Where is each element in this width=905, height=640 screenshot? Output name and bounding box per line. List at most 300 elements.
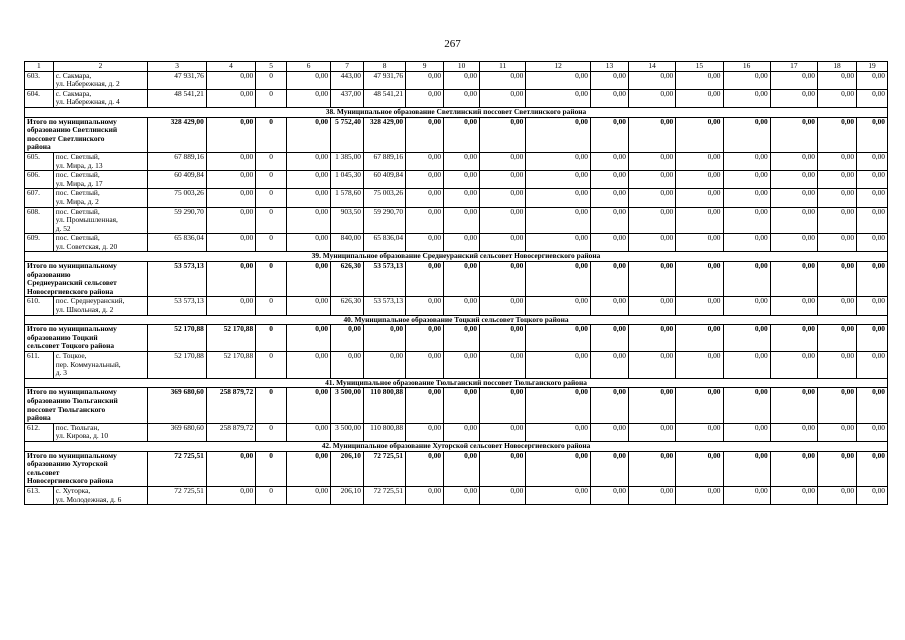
address-cell-line: пос. Светлый, <box>55 188 100 198</box>
total-label-line: Итого по муниципальному <box>27 451 117 460</box>
value-cell: 1 385,00 <box>331 152 364 170</box>
total-row <box>25 262 888 297</box>
address-cell-line: пос. Светлый, <box>55 170 100 180</box>
total-row <box>25 325 888 352</box>
value-cell: 0,00 <box>591 89 629 107</box>
value-cell: 0,00 <box>857 262 888 297</box>
value-cell: 0,00 <box>406 388 444 423</box>
value-cell: 0,00 <box>206 451 255 486</box>
value-cell: 0,00 <box>406 171 444 189</box>
value-cell: 0,00 <box>480 207 526 234</box>
value-cell: 258 879,72 <box>206 423 255 441</box>
column-header: 15 <box>676 62 723 72</box>
value-cell: 0 <box>256 117 287 152</box>
value-cell: 369 680,60 <box>148 423 207 441</box>
value-cell: 0,00 <box>526 171 591 189</box>
value-cell: 0,00 <box>629 189 676 207</box>
total-label <box>25 262 148 297</box>
total-label-line: образованию Светлинский <box>27 125 118 135</box>
value-cell: 0,00 <box>444 152 480 170</box>
value-cell: 0,00 <box>206 152 255 170</box>
value-cell: 48 541,21 <box>148 89 207 107</box>
value-cell: 0,00 <box>480 234 526 252</box>
address-cell-line: пос. Светлый, <box>55 233 100 243</box>
value-cell: 0,00 <box>480 388 526 423</box>
value-cell: 0,00 <box>629 89 676 107</box>
value-cell: 0,00 <box>857 171 888 189</box>
value-cell: 0,00 <box>480 262 526 297</box>
value-cell: 0,00 <box>406 207 444 234</box>
value-cell: 0,00 <box>857 234 888 252</box>
table-row <box>25 423 888 441</box>
value-cell: 626,30 <box>331 297 364 315</box>
column-header: 9 <box>406 62 444 72</box>
value-cell: 0 <box>256 388 287 423</box>
value-cell: 0,00 <box>406 262 444 297</box>
value-cell: 0,00 <box>629 297 676 315</box>
value-cell: 3 500,00 <box>331 423 364 441</box>
value-cell: 0,00 <box>818 388 857 423</box>
address-cell-line: ул. Набережная, д. 2 <box>55 79 120 89</box>
value-cell: 0,00 <box>770 189 817 207</box>
value-cell: 0,00 <box>480 325 526 352</box>
value-cell: 0,00 <box>206 89 255 107</box>
value-cell: 0,00 <box>480 152 526 170</box>
value-cell: 0,00 <box>444 486 480 504</box>
column-header: 13 <box>591 62 629 72</box>
value-cell: 53 573,13 <box>148 262 207 297</box>
total-label-line: сельсовет <box>27 467 60 477</box>
value-cell: 0 <box>256 234 287 252</box>
page-number: 267 <box>444 38 461 50</box>
value-cell: 0,00 <box>818 117 857 152</box>
value-cell: 0,00 <box>286 152 330 170</box>
value-cell: 0,00 <box>406 297 444 315</box>
value-cell: 0,00 <box>206 189 255 207</box>
row-number: 605. <box>25 152 54 170</box>
value-cell: 0,00 <box>770 297 817 315</box>
value-cell: 0,00 <box>818 486 857 504</box>
total-label-line: образованию Тюльганский <box>27 395 118 405</box>
address-cell <box>53 71 148 89</box>
total-label <box>25 117 148 152</box>
value-cell: 0,00 <box>629 352 676 379</box>
value-cell: 0,00 <box>444 451 480 486</box>
value-cell: 437,00 <box>331 89 364 107</box>
column-header: 12 <box>526 62 591 72</box>
value-cell: 53 573,13 <box>148 297 207 315</box>
value-cell: 0,00 <box>770 352 817 379</box>
value-cell: 0,00 <box>591 207 629 234</box>
value-cell: 0,00 <box>591 189 629 207</box>
section-header-row <box>25 315 888 325</box>
value-cell: 0,00 <box>857 325 888 352</box>
total-label-line: образованию Тоцкий <box>27 332 98 342</box>
value-cell: 0,00 <box>770 423 817 441</box>
column-header: 8 <box>364 62 406 72</box>
value-cell: 0,00 <box>206 71 255 89</box>
value-cell: 0,00 <box>480 189 526 207</box>
value-cell: 52 170,88 <box>206 325 255 352</box>
value-cell: 0,00 <box>818 451 857 486</box>
value-cell: 0,00 <box>723 152 770 170</box>
row-number: 606. <box>25 171 54 189</box>
value-cell: 0,00 <box>591 486 629 504</box>
column-header: 16 <box>723 62 770 72</box>
value-cell: 0 <box>256 325 287 352</box>
value-cell: 0,00 <box>629 262 676 297</box>
value-cell: 0,00 <box>591 352 629 379</box>
total-row <box>25 117 888 152</box>
value-cell: 0,00 <box>444 352 480 379</box>
value-cell: 72 725,51 <box>364 486 406 504</box>
value-cell: 0,00 <box>629 325 676 352</box>
value-cell: 0 <box>256 297 287 315</box>
value-cell: 0,00 <box>857 451 888 486</box>
value-cell: 0,00 <box>526 71 591 89</box>
table-row <box>25 189 888 207</box>
address-cell <box>53 152 148 170</box>
address-cell <box>53 486 148 504</box>
value-cell: 0,00 <box>723 234 770 252</box>
column-header: 7 <box>331 62 364 72</box>
value-cell: 0,00 <box>206 207 255 234</box>
value-cell: 0,00 <box>444 388 480 423</box>
value-cell: 0,00 <box>444 262 480 297</box>
value-cell: 369 680,60 <box>148 388 207 423</box>
value-cell: 206,10 <box>331 486 364 504</box>
value-cell: 626,30 <box>331 262 364 297</box>
value-cell: 0,00 <box>480 117 526 152</box>
total-label-line: Итого по муниципальному <box>27 261 117 271</box>
value-cell: 0,00 <box>857 117 888 152</box>
value-cell: 443,00 <box>331 71 364 89</box>
value-cell: 0,00 <box>480 451 526 486</box>
value-cell: 67 889,16 <box>148 152 207 170</box>
address-cell-line: ул. Промышленная, <box>55 215 118 225</box>
value-cell: 0,00 <box>818 325 857 352</box>
value-cell: 0,00 <box>526 89 591 107</box>
value-cell: 0,00 <box>480 89 526 107</box>
value-cell: 0,00 <box>480 171 526 189</box>
value-cell: 0 <box>256 171 287 189</box>
value-cell: 75 003,26 <box>364 189 406 207</box>
value-cell: 0,00 <box>629 152 676 170</box>
value-cell: 0,00 <box>629 171 676 189</box>
value-cell: 0 <box>256 207 287 234</box>
value-cell: 0,00 <box>444 89 480 107</box>
value-cell: 0,00 <box>857 352 888 379</box>
value-cell: 903,50 <box>331 207 364 234</box>
value-cell: 0 <box>256 423 287 441</box>
total-label <box>25 325 148 352</box>
value-cell: 0,00 <box>629 451 676 486</box>
value-cell: 0,00 <box>770 451 817 486</box>
value-cell: 0,00 <box>526 297 591 315</box>
value-cell: 65 836,04 <box>148 234 207 252</box>
address-cell <box>53 234 148 252</box>
value-cell: 0,00 <box>723 423 770 441</box>
address-cell-line: пос. Среднеуранский, <box>55 296 125 306</box>
value-cell: 52 170,88 <box>148 325 207 352</box>
value-cell: 0,00 <box>770 388 817 423</box>
address-cell-line: ул. Мира, д. 2 <box>55 196 99 206</box>
value-cell: 0,00 <box>406 71 444 89</box>
value-cell: 0,00 <box>444 325 480 352</box>
address-cell <box>53 297 148 315</box>
value-cell: 0,00 <box>591 152 629 170</box>
address-cell-line: пос. Тюльган, <box>55 423 100 432</box>
address-cell-line: пос. Светлый, <box>55 207 100 216</box>
value-cell: 0,00 <box>286 297 330 315</box>
value-cell: 0,00 <box>286 71 330 89</box>
row-number: 607. <box>25 189 54 207</box>
value-cell: 0,00 <box>770 486 817 504</box>
value-cell: 328 429,00 <box>364 117 406 152</box>
value-cell: 0,00 <box>286 234 330 252</box>
row-number: 603. <box>25 71 54 89</box>
value-cell: 0,00 <box>444 71 480 89</box>
total-label-line: образованию Хуторской <box>27 459 108 469</box>
address-cell-line: пос. Светлый, <box>55 152 100 161</box>
value-cell: 0,00 <box>526 234 591 252</box>
value-cell: 0,00 <box>406 152 444 170</box>
value-cell: 0,00 <box>857 207 888 234</box>
total-label-line: Итого по муниципальному <box>27 117 117 126</box>
value-cell: 0,00 <box>857 71 888 89</box>
value-cell: 0,00 <box>406 423 444 441</box>
value-cell: 0,00 <box>286 388 330 423</box>
value-cell: 0,00 <box>770 325 817 352</box>
value-cell: 0 <box>256 262 287 297</box>
value-cell: 0,00 <box>818 171 857 189</box>
table-row <box>25 352 888 379</box>
value-cell: 0,00 <box>676 388 723 423</box>
value-cell: 0,00 <box>629 388 676 423</box>
value-cell: 0,00 <box>818 297 857 315</box>
address-cell-line: ул. Набережная, д. 4 <box>55 97 120 107</box>
total-label-line: Среднеуранский сельсовет <box>27 278 117 288</box>
value-cell: 67 889,16 <box>364 152 406 170</box>
value-cell: 0,00 <box>591 451 629 486</box>
total-label-line: Итого по муниципальному <box>27 324 117 334</box>
total-label-line: сельсовет Тоцкого района <box>27 341 115 351</box>
value-cell: 0,00 <box>286 262 330 297</box>
value-cell: 0,00 <box>206 297 255 315</box>
value-cell: 72 725,51 <box>148 486 207 504</box>
value-cell: 0,00 <box>629 234 676 252</box>
value-cell: 0,00 <box>444 171 480 189</box>
value-cell: 0,00 <box>676 234 723 252</box>
value-cell: 0,00 <box>591 388 629 423</box>
value-cell: 0,00 <box>480 423 526 441</box>
column-header: 11 <box>480 62 526 72</box>
value-cell: 0,00 <box>676 89 723 107</box>
address-cell-line: д. 52 <box>55 223 71 233</box>
column-header: 19 <box>857 62 888 72</box>
table-row <box>25 234 888 252</box>
value-cell: 0,00 <box>406 89 444 107</box>
value-cell: 0 <box>256 189 287 207</box>
value-cell: 0,00 <box>206 262 255 297</box>
value-cell: 0,00 <box>723 325 770 352</box>
total-label-line: Итого по муниципальному <box>27 387 117 397</box>
value-cell: 0,00 <box>444 423 480 441</box>
value-cell: 0,00 <box>364 352 406 379</box>
value-cell: 0,00 <box>526 262 591 297</box>
value-cell: 0,00 <box>526 207 591 234</box>
section-header-row <box>25 252 888 262</box>
address-cell-line: ул. Советская, д. 20 <box>55 241 118 251</box>
register-table <box>24 61 888 505</box>
value-cell: 0,00 <box>286 486 330 504</box>
section-title: 40. Муниципальное образование Тоцкий сельсовет Тоцкого района <box>25 315 888 325</box>
value-cell: 0,00 <box>676 207 723 234</box>
column-header: 6 <box>286 62 330 72</box>
value-cell: 75 003,26 <box>148 189 207 207</box>
value-cell: 0,00 <box>723 71 770 89</box>
value-cell: 0,00 <box>818 207 857 234</box>
value-cell: 59 290,70 <box>148 207 207 234</box>
row-number: 610. <box>25 297 54 315</box>
value-cell: 53 573,13 <box>364 297 406 315</box>
value-cell: 0,00 <box>480 71 526 89</box>
address-cell <box>53 171 148 189</box>
value-cell: 0 <box>256 352 287 379</box>
value-cell: 0,00 <box>206 171 255 189</box>
total-label-line: поссовет Светлинского <box>27 133 105 143</box>
value-cell: 0,00 <box>444 234 480 252</box>
value-cell: 206,10 <box>331 451 364 486</box>
value-cell: 0,00 <box>676 423 723 441</box>
value-cell: 47 931,76 <box>364 71 406 89</box>
value-cell: 52 170,88 <box>206 352 255 379</box>
value-cell: 0,00 <box>591 117 629 152</box>
value-cell: 1 045,30 <box>331 171 364 189</box>
address-cell <box>53 189 148 207</box>
address-cell <box>53 89 148 107</box>
total-label-line: Новосергиевского района <box>27 476 114 486</box>
value-cell: 0,00 <box>629 486 676 504</box>
value-cell: 0 <box>256 152 287 170</box>
value-cell: 0,00 <box>723 207 770 234</box>
value-cell: 0,00 <box>526 352 591 379</box>
value-cell: 0,00 <box>676 325 723 352</box>
value-cell: 0,00 <box>770 234 817 252</box>
value-cell: 0,00 <box>818 234 857 252</box>
value-cell: 0,00 <box>770 207 817 234</box>
value-cell: 0,00 <box>286 325 330 352</box>
value-cell: 0,00 <box>591 262 629 297</box>
value-cell: 0,00 <box>629 71 676 89</box>
value-cell: 72 725,51 <box>148 451 207 486</box>
value-cell: 0,00 <box>818 152 857 170</box>
section-title: 41. Муниципальное образование Тюльганский поссовет Тюльганского района <box>25 378 888 388</box>
table-row <box>25 89 888 107</box>
value-cell: 0,00 <box>286 89 330 107</box>
value-cell: 0,00 <box>818 423 857 441</box>
value-cell: 0,00 <box>480 352 526 379</box>
value-cell: 0,00 <box>331 352 364 379</box>
value-cell: 0,00 <box>526 451 591 486</box>
value-cell: 0,00 <box>818 262 857 297</box>
value-cell: 48 541,21 <box>364 89 406 107</box>
table-row <box>25 171 888 189</box>
value-cell: 0,00 <box>676 117 723 152</box>
total-label <box>25 451 148 486</box>
value-cell: 0,00 <box>723 189 770 207</box>
value-cell: 0 <box>256 486 287 504</box>
total-row <box>25 388 888 423</box>
row-number: 604. <box>25 89 54 107</box>
section-title: 38. Муниципальное образование Светлинский поссовет Светлинского района <box>25 107 888 117</box>
value-cell: 0,00 <box>480 297 526 315</box>
address-cell-line: ул. Мира, д. 13 <box>55 160 103 170</box>
table-body <box>25 62 888 505</box>
value-cell: 0,00 <box>286 423 330 441</box>
column-header: 2 <box>53 62 148 72</box>
value-cell: 0,00 <box>770 71 817 89</box>
value-cell: 0,00 <box>526 117 591 152</box>
value-cell: 258 879,72 <box>206 388 255 423</box>
value-cell: 0,00 <box>286 352 330 379</box>
value-cell: 0,00 <box>676 152 723 170</box>
value-cell: 0,00 <box>629 117 676 152</box>
value-cell: 60 409,84 <box>148 171 207 189</box>
column-header: 3 <box>148 62 207 72</box>
address-cell-line: с. Сакмара, <box>55 89 92 98</box>
column-header: 18 <box>818 62 857 72</box>
value-cell: 0,00 <box>770 152 817 170</box>
value-cell: 0,00 <box>286 171 330 189</box>
value-cell: 0,00 <box>857 297 888 315</box>
value-cell: 110 800,88 <box>364 388 406 423</box>
value-cell: 3 500,00 <box>331 388 364 423</box>
address-cell-line: ул. Мира, д. 17 <box>55 178 103 188</box>
value-cell: 0,00 <box>723 117 770 152</box>
row-number: 613. <box>25 486 54 504</box>
address-cell-line: ул. Школьная, д. 2 <box>55 305 114 315</box>
row-number: 608. <box>25 207 54 234</box>
value-cell: 65 836,04 <box>364 234 406 252</box>
section-header-row <box>25 441 888 451</box>
total-label-line: района <box>27 142 51 152</box>
value-cell: 0,00 <box>406 486 444 504</box>
value-cell: 0,00 <box>857 388 888 423</box>
section-header-row <box>25 378 888 388</box>
value-cell: 0,00 <box>723 352 770 379</box>
address-cell-line: пер. Коммунальный, <box>55 359 121 369</box>
value-cell: 0 <box>256 89 287 107</box>
value-cell: 0,00 <box>286 451 330 486</box>
address-cell <box>53 352 148 379</box>
value-cell: 0,00 <box>770 171 817 189</box>
value-cell: 5 752,40 <box>331 117 364 152</box>
value-cell: 59 290,70 <box>364 207 406 234</box>
value-cell: 0,00 <box>676 71 723 89</box>
value-cell: 0,00 <box>723 171 770 189</box>
column-header: 14 <box>629 62 676 72</box>
row-number: 611. <box>25 352 54 379</box>
column-header: 17 <box>770 62 817 72</box>
value-cell: 0,00 <box>676 171 723 189</box>
value-cell: 0,00 <box>818 89 857 107</box>
value-cell: 0,00 <box>591 423 629 441</box>
section-header-row <box>25 107 888 117</box>
address-cell <box>53 423 148 441</box>
value-cell: 0,00 <box>444 207 480 234</box>
value-cell: 0,00 <box>526 152 591 170</box>
